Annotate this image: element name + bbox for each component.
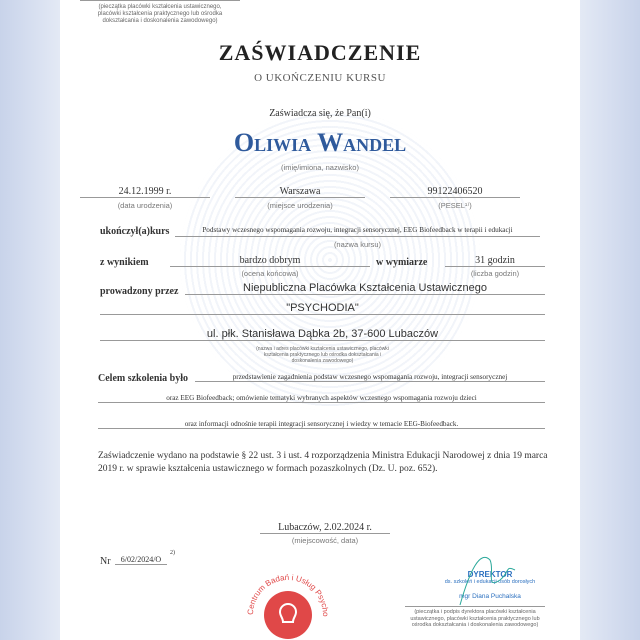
result-value: bardzo dobrym: [170, 255, 370, 267]
intro-text: Zaświadcza się, że Pan(i): [269, 108, 371, 119]
provider-address: ul. płk. Stanisława Dąbka 2b, 37-600 Lubaczów: [100, 328, 545, 341]
provider-name: Niepubliczna Placówka Kształcenia Ustawicznego: [185, 282, 545, 295]
birth-place: Warszawa: [235, 186, 365, 198]
certificate-number: 6/02/2024/O: [115, 555, 167, 565]
course-caption: (nazwa kursu): [333, 240, 382, 249]
place-date: Lubaczów, 2.02.2024 r.: [260, 522, 390, 534]
legal-basis: Zaświadczenie wydano na podstawie § 22 ust. 3 i ust. 4 rozporządzenia Ministra Edukacji Narodowej z dnia 19 marca 2019 r. w sprawie kształcenia ustawicznego w formach pozaszkolnych (Dz. U. poz. 652).: [98, 451, 548, 474]
page-subtitle: O UKOŃCZENIU KURSU: [254, 72, 386, 84]
round-stamp: [238, 560, 338, 640]
right-border: [570, 0, 640, 640]
top-stamp-caption: (pieczątka placówki kształcenia ustawicznego, placówki kształcenia praktycznego lub ośrodka dokształcania i doskonalenia zawodowego): [97, 4, 223, 24]
director-caption: (pieczątka i podpis dyrektora placówki kształcenia ustawicznego, placówki kształcenia praktycznego lub ośrodka dokształcania i doskonalenia zawodowego): [410, 609, 540, 628]
goal-line-1: przedstawienie zagadnienia podstaw wczesnego wspomagania rozwoju, integracji sensorycznej: [195, 373, 545, 382]
pesel-caption: (PESEL¹⁾): [438, 201, 472, 210]
goal-line-2: oraz EEG Biofeedback; omówienie tematyki wybranych aspektów wczesnego wspomagania rozwoju dzieci: [98, 394, 545, 403]
director-name: mgr Diana Puchalska: [459, 593, 521, 600]
page-title: ZAŚWIADCZENIE: [218, 40, 422, 65]
birth-date-caption: (data urodzenia): [117, 201, 173, 210]
number-footnote: 2): [170, 550, 175, 556]
director-subtitle: ds. szkoleń i edukacji osób dorosłych: [444, 579, 536, 585]
pesel: 99122406520: [390, 186, 520, 198]
hours-value: 31 godzin: [445, 255, 545, 267]
result-caption: (ocena końcowa): [241, 269, 299, 278]
place-date-caption: (miejscowość, data): [291, 536, 359, 545]
name-caption: (imię/imiona, nazwisko): [281, 163, 359, 172]
provider-caption: (nazwa i adres placówki kształcenia ustawicznego, placówki kształcenia praktycznego lub ośrodka dokształcania i doskonalenia zawodowego): [256, 346, 389, 364]
course-name: Podstawy wczesnego wspomagania rozwoju, integracji sensorycznej, EEG Biofeedback w terapii i edukacji: [175, 226, 540, 237]
number-label: Nr: [100, 556, 111, 567]
course-label: ukończył(a)kurs: [100, 226, 170, 237]
hours-label: w wymiarze: [376, 257, 428, 268]
goal-line-3: oraz informacji odnośnie terapii integracji sensorycznej i wiedzy w temacie EEG-Biofeedback.: [98, 420, 545, 429]
provider-label: prowadzony przez: [100, 286, 179, 297]
hours-caption: (liczba godzin): [470, 269, 520, 278]
signature: [450, 550, 530, 610]
top-stamp-line: [80, 0, 240, 1]
result-label: z wynikiem: [100, 257, 149, 268]
director-title: DYREKTOR: [467, 570, 513, 579]
certificate-page: [60, 0, 580, 640]
birth-date: 24.12.1999 r.: [80, 186, 210, 198]
director-signature-line: [405, 606, 545, 607]
provider-name-2: "PSYCHODIA": [100, 302, 545, 315]
goal-label: Celem szkolenia było: [98, 373, 188, 384]
recipient-name: Oliwia Wandel: [233, 128, 407, 157]
stamp-text: Centrum Badań i Usług Psycho: [245, 572, 331, 617]
birth-place-caption: (miejsce urodzenia): [267, 201, 333, 210]
